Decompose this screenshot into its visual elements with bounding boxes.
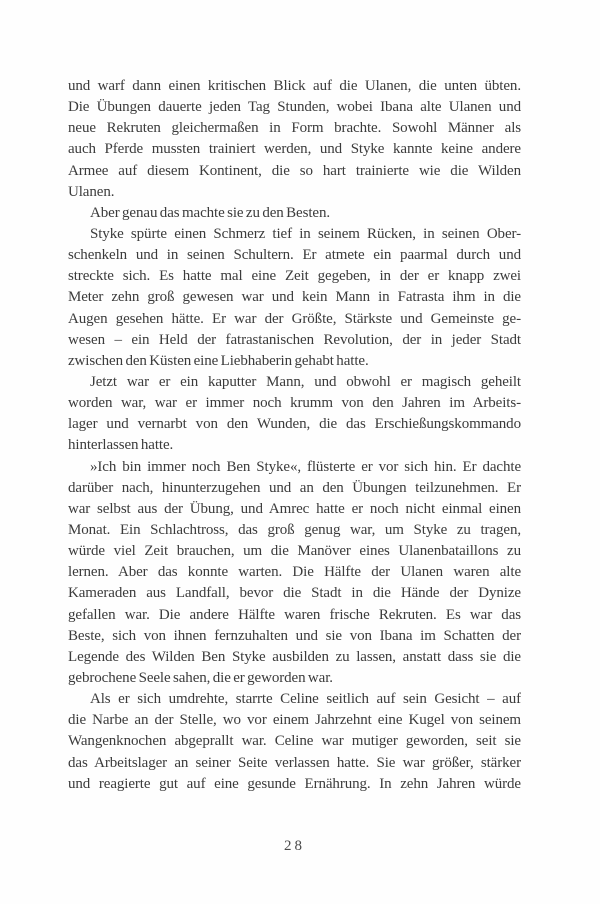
text-line: die Narbe an der Stelle, wo vor einem Jahrzehnt eine Kugel von seinem <box>68 712 521 729</box>
text-line: würde viel Zeit brauchen, um die Manöver eines Ulanenbataillons zu <box>68 543 521 560</box>
text-line: Kameraden aus Landfall, bevor die Stadt in die Hände der Dynize <box>68 585 521 602</box>
text-line: lager und vernarbt von den Wunden, die das Erschießungskommando <box>68 416 521 433</box>
text-line: gefallen war. Die andere Hälfte waren frische Rekruten. Es war das <box>68 606 521 623</box>
text-line: Legende des Wilden Ben Styke ausbilden zu lassen, anstatt dass sie die <box>68 648 521 665</box>
text-line: Armee auf diesem Kontinent, die so hart trainierte wie die Wilden <box>68 162 521 179</box>
text-line: »Ich bin immer noch Ben Styke«, flüsterte er vor sich hin. Er dachte <box>90 458 521 475</box>
text-line: Aber genau das machte sie zu den Besten. <box>90 204 331 221</box>
text-line: war selbst aus der Übung, und Amrec hatte er noch nicht einmal einen <box>68 500 521 517</box>
text-line: Augen gesehen hätte. Er war der Größte, Stärkste und Gemeinste ge- <box>68 310 521 327</box>
text-block <box>68 76 521 795</box>
text-line: zwischen den Küsten eine Liebhaberin gehabt hatte. <box>68 352 369 369</box>
text-line: Die Übungen dauerte jeden Tag Stunden, wobei Ibana alte Ulanen und <box>68 99 521 116</box>
page-number: 28 <box>284 838 305 854</box>
text-line: Monat. Ein Schlachtross, das groß genug war, um Styke zu tragen, <box>68 521 521 538</box>
text-line: darüber nach, hinunterzugehen und an den Übungen teilzunehmen. Er <box>68 479 521 496</box>
text-line: worden war, war er immer noch krumm von den Jahren im Arbeits- <box>68 395 521 412</box>
text-line: neue Rekruten gleichermaßen in Form brachte. Sowohl Männer als <box>68 120 521 137</box>
text-line: Meter zehn groß gewesen war und kein Mann in Fatrasta ihm in die <box>68 289 521 306</box>
text-line: schenkeln und in seinen Schultern. Er atmete ein paarmal durch und <box>68 247 521 264</box>
text-line: und reagierte gut auf eine gesunde Ernährung. In zehn Jahren würde <box>68 775 521 792</box>
text-line: auch Pferde mussten trainiert werden, und Styke kannte keine andere <box>68 141 521 158</box>
text-line: wesen – ein Held der fatrastanischen Revolution, der in jeder Stadt <box>68 331 521 348</box>
text-line: Als er sich umdrehte, starrte Celine seitlich auf sein Gesicht – auf <box>90 691 521 708</box>
text-line: Jetzt war er ein kaputter Mann, und obwohl er magisch geheilt <box>90 373 521 390</box>
text-line: streckte sich. Es hatte mal eine Zeit gegeben, in der er knapp zwei <box>68 268 521 285</box>
text-line: lernen. Aber das konnte warten. Die Hälfte der Ulanen waren alte <box>68 564 521 581</box>
text-line: Ulanen. <box>68 183 115 200</box>
text-line: gebrochene Seele sahen, die er geworden war. <box>68 669 333 686</box>
text-line: Styke spürte einen Schmerz tief in seinem Rücken, in seinen Ober- <box>90 225 521 242</box>
text-line: Wangenknochen abgeprallt war. Celine war mutiger geworden, seit sie <box>68 733 521 750</box>
text-line: Beste, sich von ihnen fernzuhalten und sie von Ibana im Schatten der <box>68 627 521 644</box>
text-line: das Arbeitslager an seiner Seite verlassen hatte. Sie war größer, stärker <box>68 754 521 771</box>
text-line: und warf dann einen kritischen Blick auf die Ulanen, die unten übten. <box>68 78 521 94</box>
text-line: hinterlassen hatte. <box>68 437 174 454</box>
